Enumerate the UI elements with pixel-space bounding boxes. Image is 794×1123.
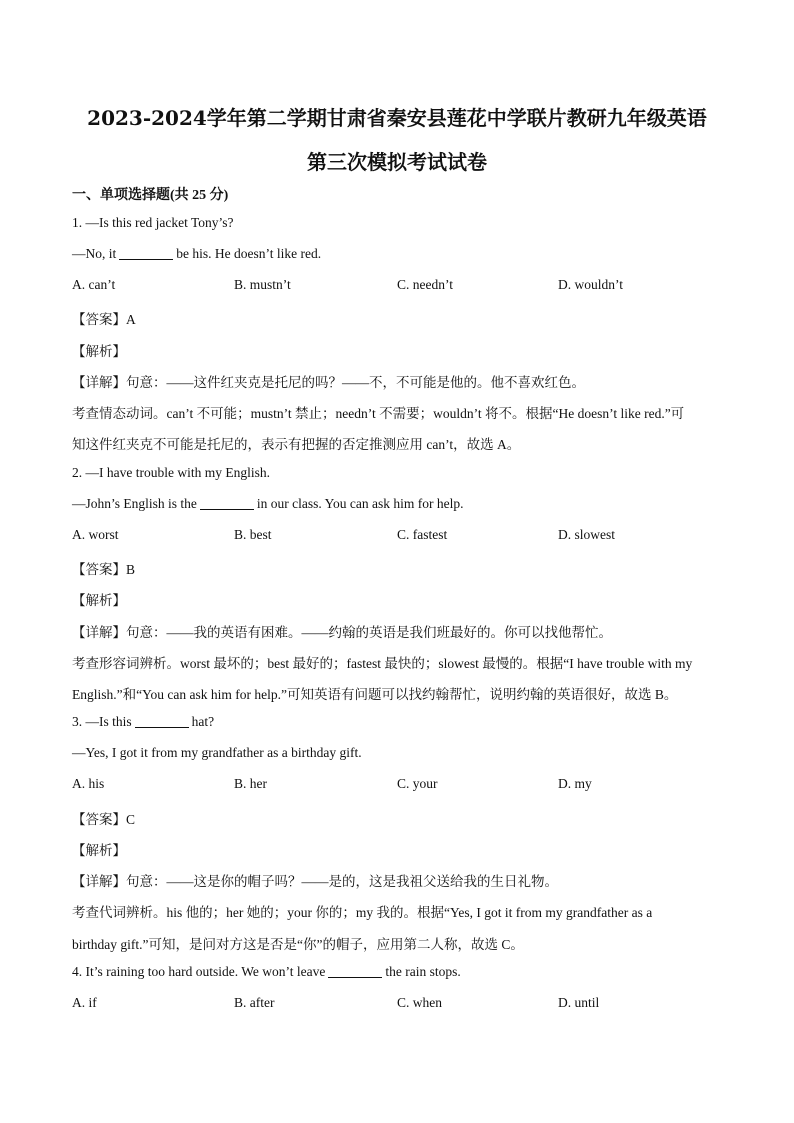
question-1-option-c: C. needn’t (397, 277, 453, 292)
question-3-option-a: A. his (72, 776, 105, 791)
question-3-stem (72, 714, 214, 730)
question-1-option-a: A. can’t (72, 277, 116, 292)
question-2-explanation: 考查形容词辨析。worst 最坏的；best 最好的；fastest 最快的；slowest 最慢的。根据“I have trouble with my (72, 656, 693, 671)
stem-text: 3. —Is this (72, 714, 132, 729)
stem-text: hat? (191, 714, 215, 729)
question-4-option-c: C. when (397, 995, 442, 1010)
question-2-answer: 【答案】B (72, 562, 136, 577)
question-3-detail: 【详解】句意：——这是你的帽子吗？——是的，这是我祖父送给我的生日礼物。 (72, 874, 558, 889)
question-2-stem: 2. —I have trouble with my English. (72, 465, 270, 480)
question-1-analysis-label: 【解析】 (72, 344, 126, 359)
question-3-explanation-cont: birthday gift.”可知，是问对方这是否是“你”的帽子，应用第二人称，故选 C。 (72, 937, 524, 952)
question-2-detail: 【详解】句意：——我的英语有困难。——约翰的英语是我们班最好的。你可以找他帮忙。 (72, 625, 612, 640)
question-2-analysis-label: 【解析】 (72, 593, 126, 608)
question-4-stem (72, 964, 461, 980)
question-2-option-c: C. fastest (397, 527, 448, 542)
question-2-explanation-cont: English.”和“You can ask him for help.”可知英语有问题可以找约翰帮忙，说明约翰的英语很好，故选 B。 (72, 687, 678, 702)
question-1-detail: 【详解】句意：——这件红夹克是托尼的吗？——不，不可能是他的。他不喜欢红色。 (72, 375, 585, 390)
answer-blank (119, 247, 173, 260)
question-1-stem-line-2 (72, 246, 321, 262)
stem-text: —John’s English is the (72, 496, 197, 511)
question-2-stem-line-2 (72, 496, 464, 512)
question-3-answer: 【答案】C (72, 812, 136, 827)
stem-text: 4. It’s raining too hard outside. We won’t leave (72, 964, 326, 979)
question-1-stem: 1. —Is this red jacket Tony’s? (72, 215, 234, 230)
question-3-option-d: D. my (558, 776, 592, 791)
question-4-option-a: A. if (72, 995, 97, 1010)
answer-blank (328, 965, 382, 978)
exam-title-line-1: 2023-2024学年第二学期甘肃省秦安县莲花中学联片教研九年级英语 (87, 106, 707, 130)
question-4-option-d: D. until (558, 995, 600, 1010)
question-3-option-c: C. your (397, 776, 438, 791)
section-heading: 一、单项选择题(共 25 分) (72, 188, 229, 203)
question-4-option-b: B. after (234, 995, 275, 1010)
stem-text: —No, it (72, 246, 117, 261)
stem-text: be his. He doesn’t like red. (176, 246, 322, 261)
question-1-option-d: D. wouldn’t (558, 277, 624, 292)
question-1-option-b: B. mustn’t (234, 277, 291, 292)
stem-text: the rain stops. (385, 964, 461, 979)
question-3-analysis-label: 【解析】 (72, 843, 126, 858)
question-2-option-a: A. worst (72, 527, 119, 542)
question-1-explanation-cont: 知这件红夹克不可能是托尼的，表示有把握的否定推测应用 can’t，故选 A。 (72, 437, 521, 452)
question-3-stem-line-2: —Yes, I got it from my grandfather as a birthday gift. (72, 745, 362, 760)
exam-title-line-2: 第三次模拟考试试卷 (307, 150, 487, 174)
answer-blank (200, 497, 254, 510)
question-1-answer: 【答案】A (72, 312, 136, 327)
question-1-explanation: 考查情态动词。can’t 不可能；mustn’t 禁止；needn’t 不需要；wouldn’t 将不。根据“He doesn’t like red.”可 (72, 406, 685, 421)
question-2-option-b: B. best (234, 527, 272, 542)
stem-text: in our class. You can ask him for help. (256, 496, 464, 511)
question-3-option-b: B. her (234, 776, 267, 791)
answer-blank (135, 715, 189, 728)
question-3-explanation: 考查代词辨析。his 他的；her 她的；your 你的；my 我的。根据“Yes, I got it from my grandfather as a (72, 905, 653, 920)
question-2-option-d: D. slowest (558, 527, 615, 542)
